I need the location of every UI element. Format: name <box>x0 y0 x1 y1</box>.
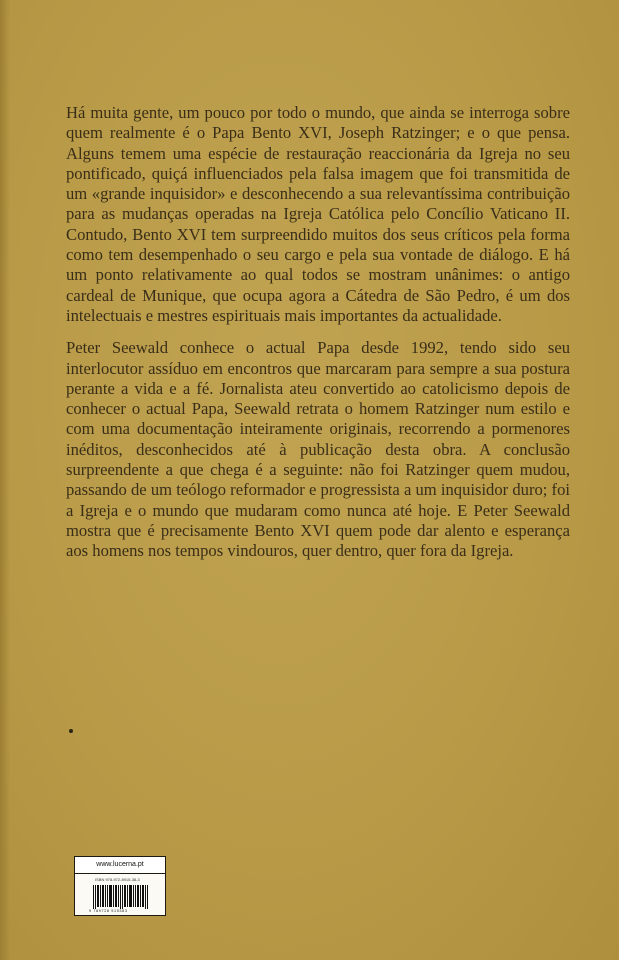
blurb-text <box>66 103 570 574</box>
blurb-paragraph-2: Peter Seewald conhece o actual Papa desde 1992, tendo sido seu interlocutor assíduo em encontros que marcaram para sempre a sua postura perante a vida e a fé. Jornalista ateu convertido ao catolicismo depois de conhecer o actual Papa, Seewald retrata o homem Ratzinger num estilo e com uma documentação inteiramente originais, recorrendo a pormenores inéditos, desconhecidos até à publicação desta obra. A conclusão surpreendente a que chega é a seguinte: não foi Ratzinger quem mudou, passando de um teólogo reformador e progressista a um inquisidor duro; foi a Igreja e o mundo que mudaram como nunca até hoje. E Peter Seewald mostra que é precisamente Bento XVI quem pode dar alento e esperança aos homens nos tempos vindouros, quer dentro, quer fora da Igreja. <box>66 338 570 561</box>
blurb-paragraph-1: Há muita gente, um pouco por todo o mundo, que ainda se interroga sobre quem realmente é o Papa Bento XVI, Joseph Ratzinger; e o que pensa. Alguns temem uma espécie de restauração reaccionária da Igreja no seu pontificado, quiçá influenciados pela falsa imagem que foi transmitida de um «grande inquisidor» e desconhecendo a sua relevantíssima contribuição para as mudanças operadas na Igreja Católica pelo Concílio Vaticano II. Contudo, Bento XVI tem surpreendido muitos dos seus críticos pela forma como tem desempenhado o seu cargo e pela sua vontade de diálogo. E há um ponto relativamente ao qual todos se mostram unânimes: o antigo cardeal de Munique, que ocupa agora a Cátedra de São Pedro, é um dos intelectuais e mestres espirituais mais importantes da actualidade. <box>66 103 570 325</box>
barcode-icon <box>93 885 149 909</box>
isbn-text: ISBN 978-972-8915-38-3 <box>95 877 140 882</box>
publisher-website: www.lucerna.pt <box>75 857 165 874</box>
ornament-dot <box>69 729 73 733</box>
barcode-label <box>74 856 166 916</box>
barcode-digits: 9 789728 915383 <box>89 909 128 913</box>
